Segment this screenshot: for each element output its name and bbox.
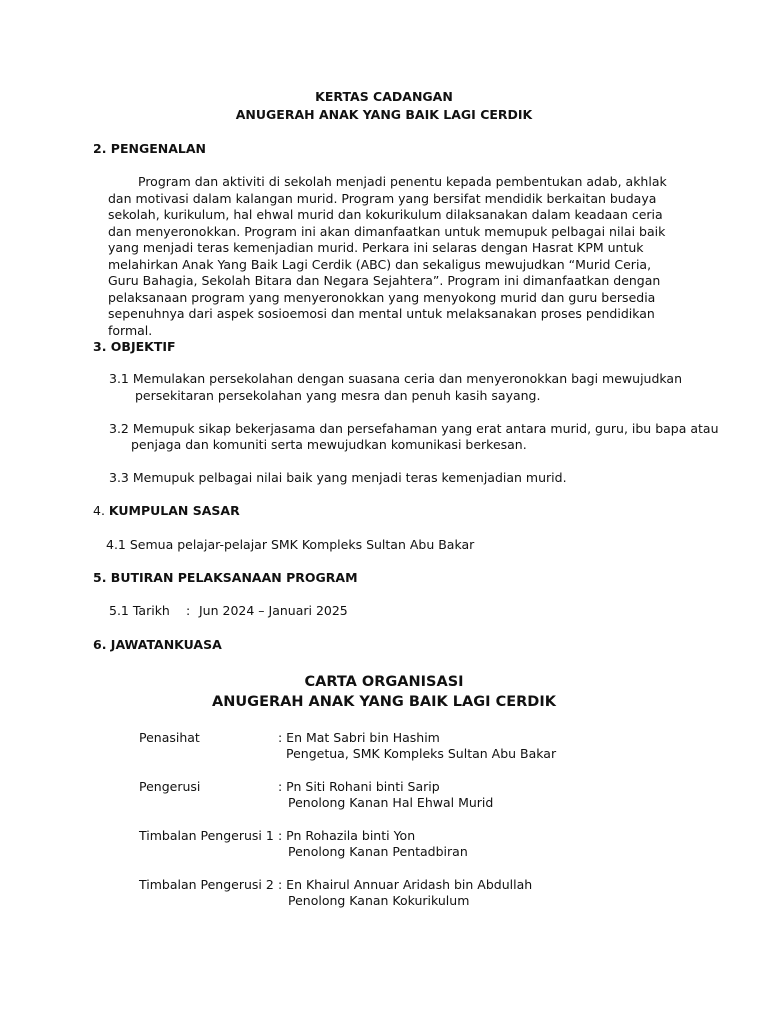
carta-position-timbalan-1: Penolong Kanan Pentadbiran <box>288 844 468 859</box>
pengenalan-paragraph: Program dan aktiviti di sekolah menjadi penentu kepada pembentukan adab, akhlak dan motivasi dalam kalangan murid. Program yang bersifat mendidik berkaitan budaya sekolah, kurikulum, hal ehwal murid dan kokurikulum dilaksanakan dalam keadaan ceria dan menyeronokkan. Program ini akan dimanfaatkan untuk memupuk pelbagai nilai baik yang menjadi teras kemenjadian murid. Perkara ini selaras dengan Hasrat KPM untuk melahirkan Anak Yang Baik Lagi Cerdik (ABC) dan sekaligus mewujudkan “Murid Ceria, Guru Bahagia, Sekolah Bitara dan Negara Sejahtera”. Program ini dimanfaatkan dengan pelaksanaan program yang menyeronokkan yang menyokong murid dan guru bersedia sepenuhnya dari aspek sosioemosi dan mental untuk melaksanakan proses pendidikan formal. <box>108 174 667 338</box>
objektif-item-3: 3.3 Memupuk pelbagai nilai baik yang menjadi teras kemenjadian murid. <box>109 470 567 485</box>
carta-name-penasihat: : En Mat Sabri bin Hashim <box>278 730 440 745</box>
carta-role-penasihat: Penasihat <box>139 730 200 745</box>
heading-kumpulan-sasar-text: KUMPULAN SASAR <box>108 503 240 518</box>
butiran-tarikh-value: Jun 2024 – Januari 2025 <box>199 603 348 618</box>
objektif-item-1-line2: persekitaran persekolahan yang mesra dan penuh kasih sayang. <box>135 388 541 403</box>
doc-title-line1: KERTAS CADANGAN <box>315 89 453 104</box>
carta-position-timbalan-2: Penolong Kanan Kokurikulum <box>288 893 470 908</box>
objektif-item-2-line2: penjaga dan komuniti serta mewujudkan komunikasi berkesan. <box>131 437 527 452</box>
carta-position-pengerusi: Penolong Kanan Hal Ehwal Murid <box>288 795 494 810</box>
carta-position-penasihat: Pengetua, SMK Kompleks Sultan Abu Bakar <box>286 746 557 761</box>
objektif-item-1-line1: 3.1 Memulakan persekolahan dengan suasana ceria dan menyeronokkan bagi mewujudkan <box>109 371 683 386</box>
sasar-item: 4.1 Semua pelajar-pelajar SMK Kompleks Sultan Abu Bakar <box>106 537 475 552</box>
heading-pengenalan: 2. PENGENALAN <box>93 141 206 156</box>
carta-role-timbalan-2: Timbalan Pengerusi 2 <box>139 877 274 892</box>
objektif-item-2-line1: 3.2 Memupuk sikap bekerjasama dan persefahaman yang erat antara murid, guru, ibu bapa atau <box>109 421 719 436</box>
carta-name-timbalan-2: : En Khairul Annuar Aridash bin Abdullah <box>278 877 533 892</box>
butiran-tarikh-label: 5.1 Tarikh <box>109 603 170 618</box>
carta-title-line1: CARTA ORGANISASI <box>304 674 464 690</box>
carta-role-pengerusi: Pengerusi <box>139 779 201 794</box>
butiran-separator: : <box>186 603 191 618</box>
heading-butiran: 5. BUTIRAN PELAKSANAAN PROGRAM <box>93 570 358 585</box>
heading-kumpulan-sasar <box>93 503 240 519</box>
heading-objektif: 3. OBJEKTIF <box>93 339 176 354</box>
doc-title-line2: ANUGERAH ANAK YANG BAIK LAGI CERDIK <box>235 107 533 122</box>
carta-name-timbalan-1: : Pn Rohazila binti Yon <box>278 828 416 843</box>
carta-title-line2: ANUGERAH ANAK YANG BAIK LAGI CERDIK <box>212 694 556 710</box>
heading-kumpulan-sasar-number: 4. <box>93 503 105 518</box>
carta-role-timbalan-1: Timbalan Pengerusi 1 <box>139 828 274 843</box>
heading-jawatankuasa: 6. JAWATANKUASA <box>93 637 222 652</box>
carta-name-pengerusi: : Pn Siti Rohani binti Sarip <box>278 779 440 794</box>
